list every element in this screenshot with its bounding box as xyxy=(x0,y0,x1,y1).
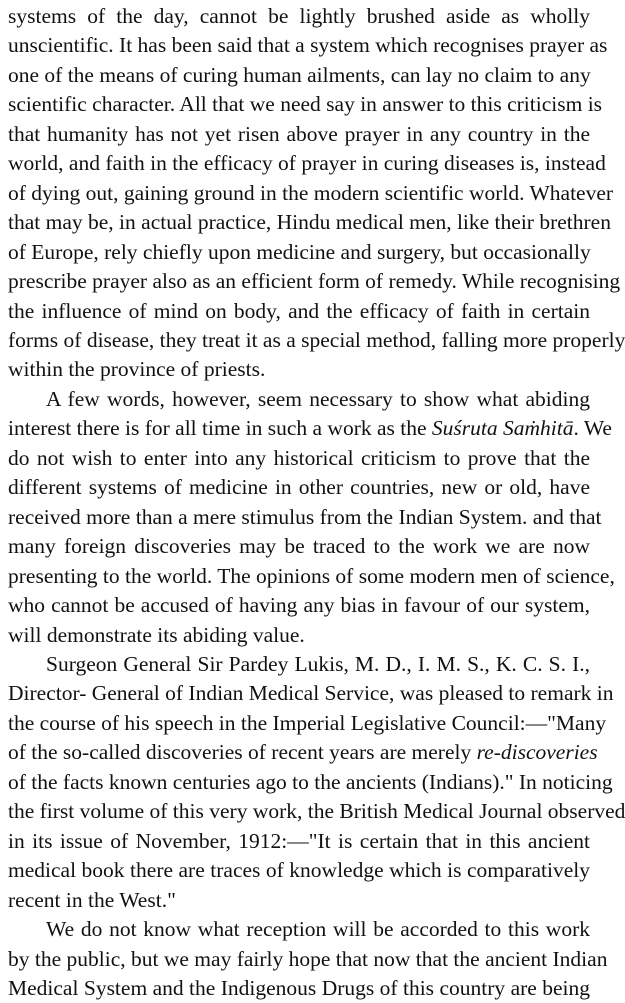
paragraph xyxy=(8,385,615,650)
text-line: of the facts known centuries ago to the ancients (Indians)." In noticing xyxy=(8,769,613,794)
text-line: within the province of priests. xyxy=(8,357,266,382)
text-line: of Europe, rely chiefly upon medicine and surgery, but occasionally xyxy=(8,239,591,264)
text-line: scientific character. All that we need say in answer to this criticism is xyxy=(8,92,603,117)
text-line: of the so-called discoveries of recent years are merely re-discoveries xyxy=(8,740,598,765)
text-line: different systems of medicine in other countries, new or old, have xyxy=(8,475,590,500)
text-line: the first volume of this very work, the British Medical Journal observed xyxy=(8,799,625,824)
text-line: systems of the day, cannot be lightly brushed aside as wholly xyxy=(8,4,590,28)
text-line: who cannot be accused of having any bias in favour of our system, xyxy=(8,593,590,618)
text-line: that may be, in actual practice, Hindu medical men, like their brethren xyxy=(8,210,611,235)
text-line: world, and faith in the efficacy of prayer in curing diseases is, instead xyxy=(8,151,606,176)
text-line: Surgeon General Sir Pardey Lukis, M. D., I. M. S., K. C. S. I., xyxy=(46,651,590,676)
text-line: one of the means of curing human ailments, can lay no claim to any xyxy=(8,62,591,87)
text-line: Director- General of Indian Medical Service, was pleased to remark in xyxy=(8,681,614,706)
text-line: unscientific. It has been said that a system which recognises prayer as xyxy=(8,33,608,58)
text-line: by the public, but we may fairly hope that now that the ancient Indian xyxy=(8,946,608,971)
document-page xyxy=(8,2,625,1003)
text-line: the course of his speech in the Imperial Legislative Council:—"Many xyxy=(8,710,607,735)
text-line: of dying out, gaining ground in the modern scientific world. Whatever xyxy=(8,180,614,205)
text-line: We do not know what reception will be accorded to this work xyxy=(46,917,590,942)
text-line: do not wish to enter into any historical criticism to prove that the xyxy=(8,445,590,470)
text-line: the influence of mind on body, and the efficacy of faith in certain xyxy=(8,298,590,323)
text-line: many foreign discoveries may be traced to the work we are now xyxy=(8,534,590,559)
text-line: recent in the West." xyxy=(8,887,176,912)
text-line: forms of disease, they treat it as a special method, falling more properly xyxy=(8,327,625,352)
text-line: presenting to the world. The opinions of some modern men of science, xyxy=(8,563,615,588)
text-line: that humanity has not yet risen above prayer in any country in the xyxy=(8,121,590,146)
paragraph xyxy=(8,650,625,915)
text-line: A few words, however, seem necessary to show what abiding xyxy=(46,386,590,411)
text-line: in its issue of November, 1912:—"It is certain that in this ancient xyxy=(8,828,590,853)
text-line: interest there is for all time in such a work as the Suśruta Saṁhitā. We xyxy=(8,416,612,441)
italic-text: re-discoveries xyxy=(476,740,598,765)
text-line: medical book there are traces of knowledge which is comparatively xyxy=(8,858,590,883)
text-line: Medical System and the Indigenous Drugs of this country are being xyxy=(8,975,590,1000)
italic-text: Suśruta Saṁhitā xyxy=(431,416,574,441)
paragraph xyxy=(8,915,608,1003)
text-line: prescribe prayer also as an efficient form of remedy. While recognising xyxy=(8,269,621,294)
paragraph xyxy=(8,2,625,385)
text-line: will demonstrate its abiding value. xyxy=(8,622,305,647)
text-line: received more than a mere stimulus from the Indian System. and that xyxy=(8,504,602,529)
